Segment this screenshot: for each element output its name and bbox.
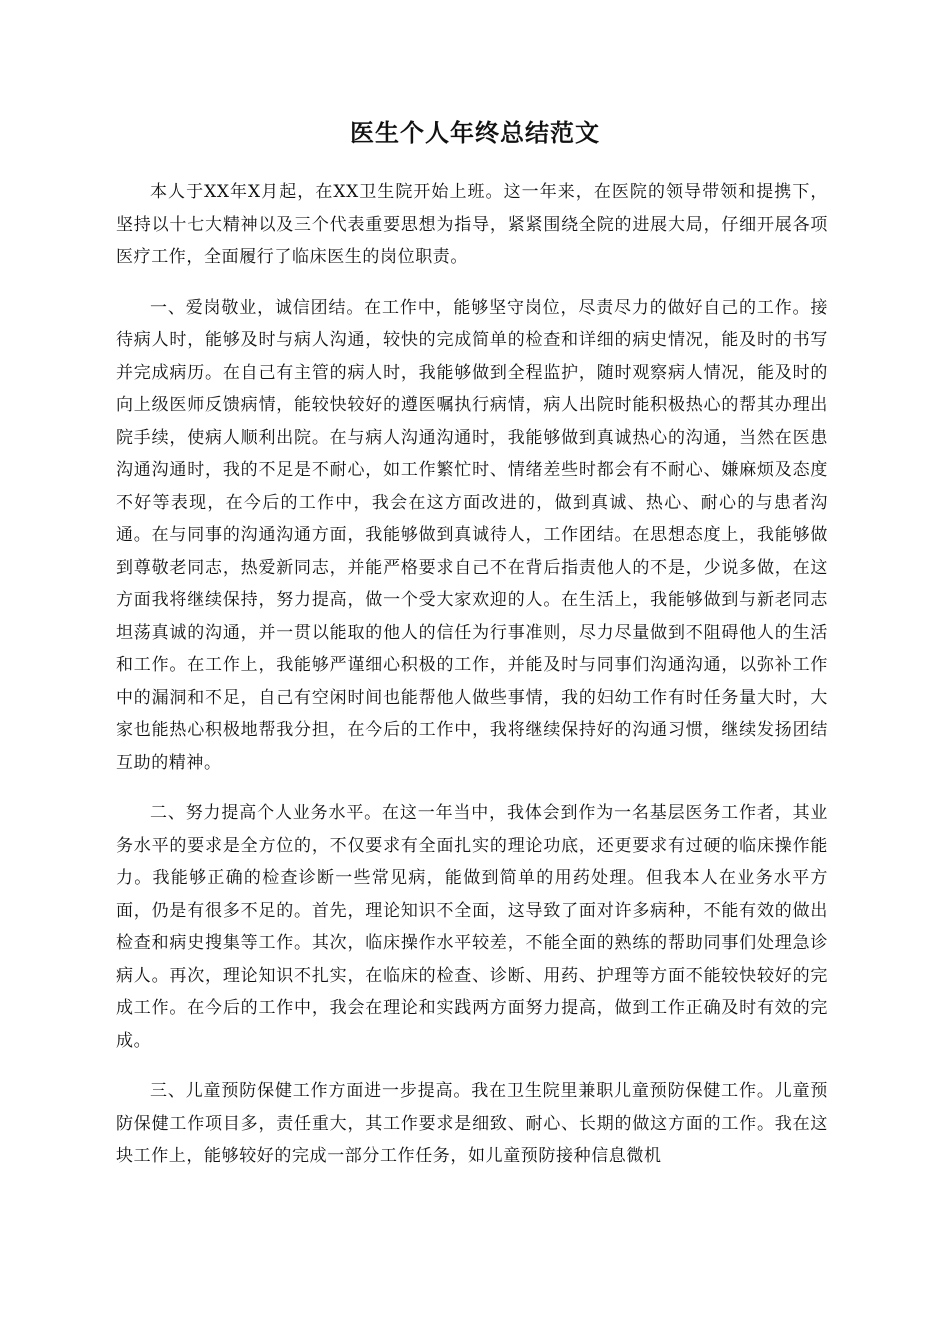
paragraph-section-3: 三、儿童预防保健工作方面进一步提高。我在卫生院里兼职儿童预防保健工作。儿童预防保健工作项目多，责任重大，其工作要求是细致、耐心、长期的做这方面的工作。我在这块工作上，能够较好的完成一部分工作任务，如儿童预防接种信息微机: [116, 1081, 828, 1166]
document-body: [116, 176, 828, 1191]
paragraph-section-2: 二、努力提高个人业务水平。在这一年当中，我体会到作为一名基层医务工作者，其业务水平的要求是全方位的，不仅要求有全面扎实的理论功底，还更要求有过硬的临床操作能力。我能够正确的检查诊断一些常见病，能做到简单的用药处理。但我本人在业务水平方面，仍是有很多不足的。首先，理论知识不全面，这导致了面对许多病种，不能有效的做出检查和病史搜集等工作。其次，临床操作水平较差，不能全面的熟练的帮助同事们处理急诊病人。再次，理论知识不扎实，在临床的检查、诊断、用药、护理等方面不能较快较好的完成工作。在今后的工作中，我会在理论和实践两方面努力提高，做到工作正确及时有效的完成。: [116, 803, 828, 1051]
document-title: 医生个人年终总结范文: [350, 118, 600, 147]
paragraph-section-1: 一、爱岗敬业，诚信团结。在工作中，能够坚守岗位，尽责尽力的做好自己的工作。接待病人时，能够及时与病人沟通，较快的完成简单的检查和详细的病史情况，能及时的书写并完成病历。在自己有主管的病人时，我能够做到全程监护，随时观察病人情况，能及时的向上级医师反馈病情，能较快较好的遵医嘱执行病情，病人出院时能积极热心的帮其办理出院手续，使病人顺利出院。在与病人沟通沟通时，我能够做到真诚热心的沟通，当然在医患沟通沟通时，我的不足是不耐心，如工作繁忙时、情绪差些时都会有不耐心、嫌麻烦及态度不好等表现，在今后的工作中，我会在这方面改进的，做到真诚、热心、耐心的与患者沟通。在与同事的沟通沟通方面，我能够做到真诚待人，工作团结。在思想态度上，我能够做到尊敬老同志，热爱新同志，并能严格要求自己不在背后指责他人的不是，少说多做，在这方面我将继续保持，努力提高，做一个受大家欢迎的人。在生活上，我能够做到与新老同志坦荡真诚的沟通，并一贯以能取的他人的信任为行事准则，尽力尽量做到不阻碍他人的生活和工作。在工作上，我能够严谨细心积极的工作，并能及时与同事们沟通沟通，以弥补工作中的漏洞和不足，自己有空闲时间也能帮他人做些事情，我的妇幼工作有时任务量大时，大家也能热心积极地帮我分担，在今后的工作中，我将继续保持好的沟通习惯，继续发扬团结互助的精神。: [116, 297, 828, 773]
paragraph-intro: 本人于XX年X月起，在XX卫生院开始上班。这一年来，在医院的领导带领和提携下，坚持以十七大精神以及三个代表重要思想为指导，紧紧围绕全院的进展大局，仔细开展各项医疗工作，全面履行了临床医生的岗位职责。: [116, 182, 828, 267]
